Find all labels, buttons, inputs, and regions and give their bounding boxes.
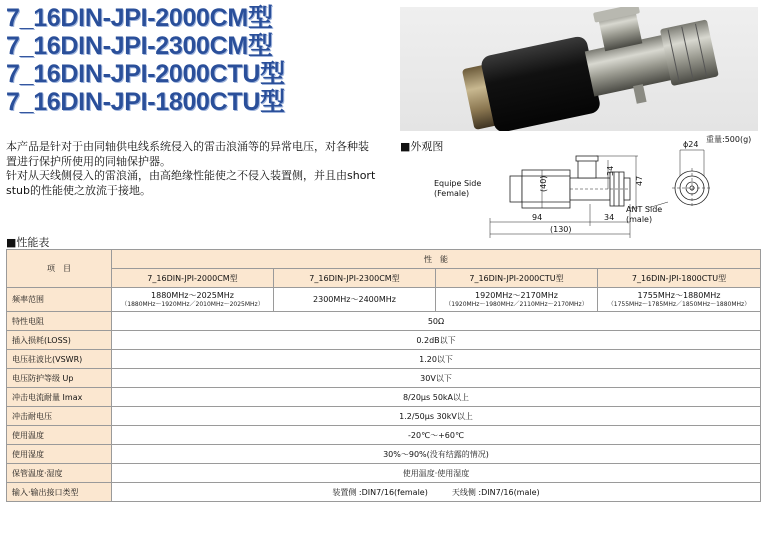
ant-side-interface: 天线侧 :DIN7/16(male) <box>451 487 540 497</box>
model-header: 7_16DIN-JPI-2000CM型 <box>112 269 274 288</box>
row-label: 保管温度·湿度 <box>7 464 112 483</box>
outline-drawing <box>430 136 760 241</box>
spec-table <box>6 249 761 502</box>
row-label: 插入损耗(LOSS) <box>7 331 112 350</box>
row-value: 8/20μs 50kA以上 <box>112 388 761 407</box>
dim-130: (130) <box>550 225 572 234</box>
row-label: 冲击电流耐量 Imax <box>7 388 112 407</box>
table-row <box>7 407 761 426</box>
freq-cell <box>598 288 761 312</box>
dim-40: (40) <box>539 175 548 192</box>
row-value: 50Ω <box>112 312 761 331</box>
model-header: 7_16DIN-JPI-2300CM型 <box>274 269 436 288</box>
freq-cell <box>112 288 274 312</box>
dim-34: 34 <box>604 213 615 222</box>
weight-note: 重量:500(g) <box>706 135 752 144</box>
ant-side-sub: (male) <box>626 215 653 224</box>
table-row <box>7 312 761 331</box>
table-row <box>7 331 761 350</box>
header-row-models <box>7 269 761 288</box>
table-row-interface <box>7 483 761 502</box>
row-label: 特性电阻 <box>7 312 112 331</box>
outline-title: ■外观图 <box>400 140 444 153</box>
row-label: 电压驻波比(VSWR) <box>7 350 112 369</box>
freq-sub: （1880MHz～1920MHz／2010MHz～2025MHz） <box>121 301 264 308</box>
product-description <box>6 140 378 198</box>
dim-34-vertical: 34 <box>606 165 615 176</box>
freq-main: 1755MHz～1880MHz <box>637 291 721 300</box>
item-header: 项 目 <box>7 250 112 288</box>
table-row <box>7 350 761 369</box>
freq-main: 1880MHz～2025MHz <box>151 291 234 300</box>
dim-47: 47 <box>635 175 644 186</box>
model-header: 7_16DIN-JPI-1800CTU型 <box>598 269 761 288</box>
description-para-2: 针对从天线侧侵入的雷浪涌，由高绝缘性能使之不侵入装置侧，并且由short stub的性能使之放流于接地。 <box>6 169 376 197</box>
end-view <box>648 150 712 208</box>
product-title-3: 7_16DIN-JPI-2000CTU型 <box>6 60 285 88</box>
row-value: 30%～90%(没有结露的情况) <box>112 445 761 464</box>
row-label: 输入·输出接口类型 <box>7 483 112 502</box>
row-value: -20℃～+60℃ <box>112 426 761 445</box>
freq-sub: （1755MHz～1785MHz／1850MHz～1880MHz） <box>607 301 751 308</box>
equipe-side-label: Equipe Side <box>434 179 482 188</box>
equip-side-interface: 装置侧 :DIN7/16(female) <box>332 487 428 497</box>
freq-main: 1920MHz～2170MHz <box>475 291 558 300</box>
row-value: 1.2/50μs 30kV以上 <box>112 407 761 426</box>
table-row <box>7 426 761 445</box>
model-header: 7_16DIN-JPI-2000CTU型 <box>436 269 598 288</box>
row-label: 使用湿度 <box>7 445 112 464</box>
dim-94: 94 <box>532 213 543 222</box>
table-row <box>7 388 761 407</box>
freq-cell <box>436 288 598 312</box>
freq-main: 2300MHz～2400MHz <box>313 294 396 304</box>
row-label: 使用温度 <box>7 426 112 445</box>
coaxial-protector-image <box>400 7 758 131</box>
row-label: 电压防护等级 Up <box>7 369 112 388</box>
table-row <box>7 369 761 388</box>
product-photo <box>400 7 758 131</box>
row-value <box>112 483 761 502</box>
performance-header: 性 能 <box>112 250 761 269</box>
row-value: 1.20以下 <box>112 350 761 369</box>
description-para-1: 本产品是针对于由同轴供电线系统侵入的雷击浪涌等的异常电压，对各种装置进行保护所使用的同轴保护器。 <box>6 140 369 168</box>
row-value: 0.2dB以下 <box>112 331 761 350</box>
equipe-side-sub: (Female) <box>434 189 470 198</box>
product-title-1: 7_16DIN-JPI-2000CM型 <box>6 4 273 32</box>
table-row <box>7 464 761 483</box>
row-label: 冲击耐电压 <box>7 407 112 426</box>
table-row <box>7 445 761 464</box>
freq-cell <box>274 288 436 312</box>
product-title-4: 7_16DIN-JPI-1800CTU型 <box>6 88 285 116</box>
spec-table-title: ■性能表 <box>6 236 50 249</box>
row-value: 使用温度·使用湿度 <box>112 464 761 483</box>
ant-side-label: ANT Side <box>626 205 663 214</box>
header-row-1 <box>7 250 761 269</box>
title-block <box>6 4 376 116</box>
row-value: 30V以下 <box>112 369 761 388</box>
dim-phi24: ϕ24 <box>683 140 699 149</box>
table-row-frequency <box>7 288 761 312</box>
row-label: 频率范围 <box>7 288 112 312</box>
freq-sub: （1920MHz～1980MHz／2110MHz～2170MHz） <box>445 301 588 308</box>
product-title-2: 7_16DIN-JPI-2300CM型 <box>6 32 273 60</box>
